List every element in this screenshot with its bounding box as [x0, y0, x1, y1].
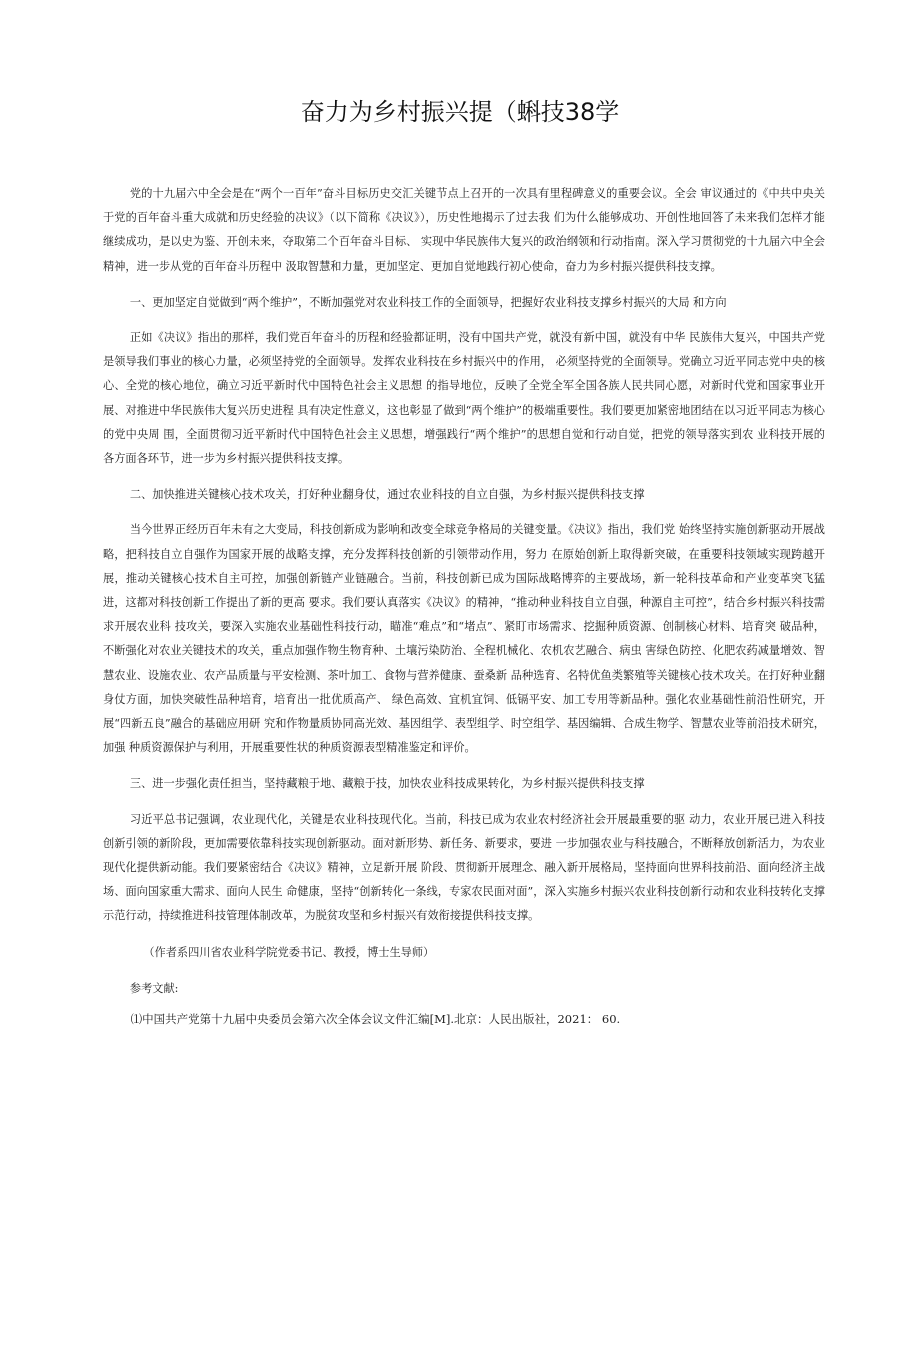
section-3-paragraph: 习近平总书记强调，农业现代化，关键是农业科技现代化。当前，科技已成为农业农村经济社会开展最重要的驱 动力，农业开展已进入科技创新引领的新阶段，更加需要依靠科技实现创新驱动。面对新形势、新任务、新要求，要进 一步加强农业与科技融合，不断释放创新活力，为农业现代化提供新动能。我们要紧密结合《决议》精神，立足新开展 阶段、贯彻新开展理念、融入新开展格局，坚持面向世界科技前沿、面向经济主战场、面向国家重大需求、面向人民生 命健康，坚持“创新转化一条线，专家农民面对面”，深入实施乡村振兴农业科技创新行动和农业科技转化支撑示范行动，持续推进科技管理体制改革，为脱贫攻坚和乡村振兴有效衔接提供科技支撑。	[103, 812, 825, 923]
intro-paragraph: 党的十九届六中全会是在“两个一百年”奋斗目标历史交汇关键节点上召开的一次具有里程碑意义的重要会议。全会 审议通过的《中共中央关于党的百年奋斗重大成就和历史经验的决议》（以下简称《决议》），历史性地揭示了过去我 们为什么能够成功、开创性地回答了未来我们怎样才能继续成功，是以史为鉴、开创未来，夺取第二个百年奋斗目标、 实现中华民族伟大复兴的政治纲领和行动指南。深入学习贯彻党的十九届六中全会精神，进一步从党的百年奋斗历程中 汲取智慧和力量，更加坚定、更加自觉地践行初心使命，奋力为乡村振兴提供科技支撑。	[103, 187, 825, 273]
section-1-paragraph: 正如《决议》指出的那样，我们党百年奋斗的历程和经验都证明，没有中国共产党，就没有新中国，就没有中华 民族伟大复兴，中国共产党是领导我们事业的核心力量，必须坚持党的全面领导。发挥农业科技在乡村振兴中的作用， 必须坚持党的全面领导。党确立习近平同志党中央的核心、全党的核心地位，确立习近平新时代中国特色社会主义思想 的指导地位，反映了全党全军全国各族人民共同心愿，对新时代党和国家事业开展、对推进中华民族伟大复兴历史进程 具有决定性意义，这也彰显了做到“两个维护”的极端重要性。我们要更加紧密地团结在以习近平同志为核心的党中央周 围，全面贯彻习近平新时代中国特色社会主义思想，增强践行“两个维护”的思想自觉和行动自觉，把党的领导落实到农 业科技开展的各方面各环节，进一步为乡村振兴提供科技支撑。	[103, 331, 825, 466]
document-body	[103, 182, 825, 1031]
section-heading-1: 一、更加坚定自觉做到“两个维护”，不断加强党对农业科技工作的全面领导，把握好农业科技支撑乡村振兴的大局 和方向	[129, 295, 727, 309]
section-heading-3: 三、进一步强化责任担当，坚持藏粮于地、藏粮于技，加快农业科技成果转化，为乡村振兴提供科技支撑	[129, 777, 645, 791]
reference-item: ⑴中国共产党第十九届中央委员会第六次全体会议文件汇编[M].北京：人民出版社，2021： 60.	[130, 1012, 621, 1027]
references-label: 参考文献:	[129, 981, 179, 995]
document-title: 奋力为乡村振兴提（蝌技38学	[300, 98, 620, 126]
section-heading-2: 二、加快推进关键核心技术攻关，打好种业翻身仗，通过农业科技的自立自强，为乡村振兴提供科技支撑	[129, 488, 645, 502]
section-2-paragraph: 当今世界正经历百年未有之大变局，科技创新成为影响和改变全球竞争格局的关键变量。《决议》指出，我们党 始终坚持实施创新驱动开展战略，把科技自立自强作为国家开展的战略支撑，充分发挥科技创新的引领带动作用，努力 在原始创新上取得新突破，在重要科技领域实现跨越开展，推动关键核心技术自主可控，加强创新链产业链融合。当前，科技创新已成为国际战略博弈的主要战场，新一轮科技革命和产业变革突飞猛进，这都对科技创新工作提出了新的更高 要求。我们要认真落实《决议》的精神，“推动种业科技自立自强，种源自主可控”，结合乡村振兴科技需求开展农业科 技攻关，要深入实施农业基础性科技行动，瞄准“难点”和“堵点”、紧盯市场需求、挖掘种质资源、创制核心材料、培育突 破品种，不断强化对农业关键技术的攻关，重点加强作物生物育种、土壤污染防治、全程机械化、农机农艺融合、病虫 害绿色防控、化肥农药减量增效、智慧农业、设施农业、农产品质量与平安检测、茶叶加工、食物与营养健康、蚕桑新 品种选育、名特优鱼类繁殖等关键核心技术攻关。在打好种业翻身仗方面，加快突破性品种培育，培育出一批优质高产、 绿色高效、宜机宜饲、低镉平安、加工专用等新品种。强化农业基础性前沿性研究，开展“四新五良”融合的基础应用研 究和作物量质协同高光效、基因组学、表型组学、时空组学、基因编辑、合成生物学、智慧农业等前沿技术研究，加强 种质资源保护与利用，开展重要性状的种质资源表型精准鉴定和评价。	[103, 523, 825, 755]
author-note: （作者系四川省农业科学院党委书记、教授，博士生导师）	[143, 945, 435, 959]
